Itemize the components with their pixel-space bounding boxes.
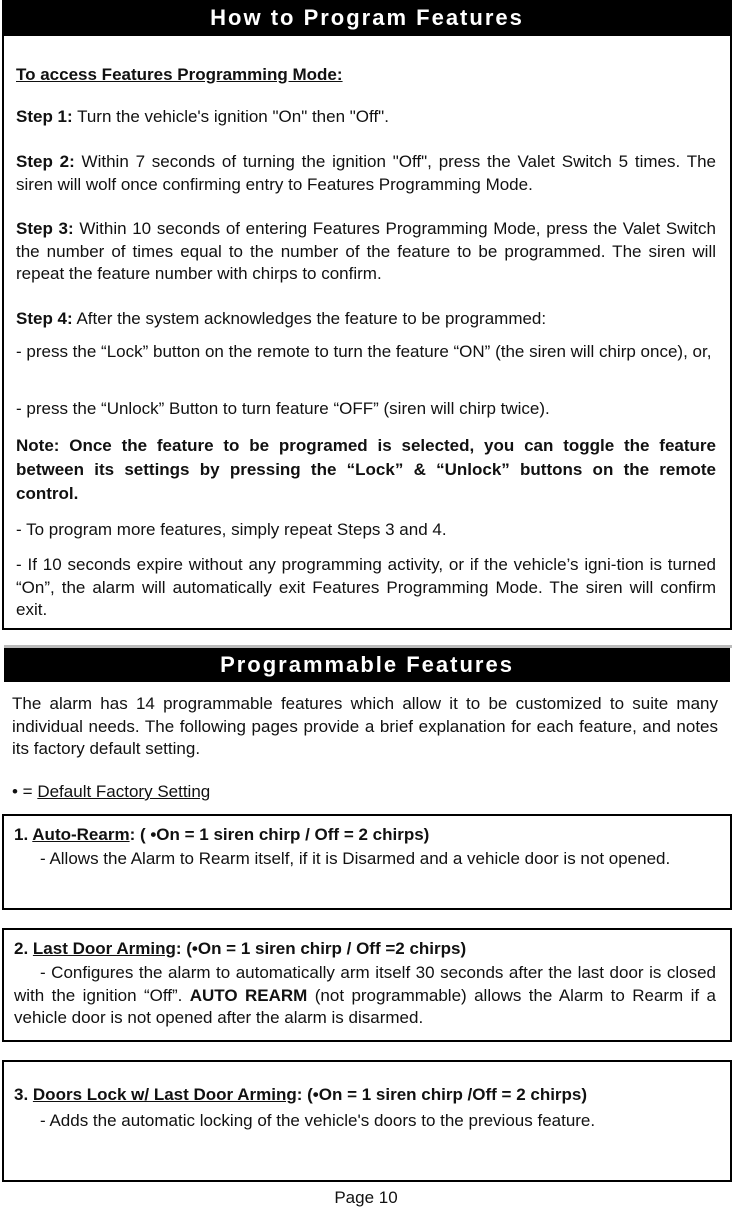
- feature-1-title: 1. Auto-Rearm: ( •On = 1 siren chirp / Off = 2 chirps): [14, 825, 430, 844]
- feature-2-box: [2, 928, 732, 1042]
- timeout-note: - If 10 seconds expire without any programming activity, or if the vehicle’s igni-tion is turned “On”, the alarm will automatically exit Features Programming Mode. The siren will confirm exit.: [16, 555, 716, 619]
- step-2: Step 2: Within 7 seconds of turning the ignition "Off", press the Valet Switch 5 times. The siren will wolf once confirming entry to Features Programming Mode.: [16, 152, 716, 194]
- repeat-steps: - To program more features, simply repeat Steps 3 and 4.: [16, 520, 447, 539]
- feature-2-title: 2. Last Door Arming: (•On = 1 siren chirp / Off =2 chirps): [14, 939, 467, 958]
- lock-instruction: - press the “Lock” button on the remote to turn the feature “ON” (the siren will chirp once), or,: [16, 342, 712, 361]
- feature-2-desc: - Configures the alarm to automatically arm itself 30 seconds after the last door is closed with the ignition “Off”. AUTO REARM (not programmable) allows the Alarm to Rearm if a vehicle door is not opened after the alarm is disarmed.: [14, 963, 716, 1027]
- section-header-programmable-features: [4, 648, 730, 682]
- feature-3-desc: - Adds the automatic locking of the vehicle's doors to the previous feature.: [40, 1111, 596, 1130]
- section-title: Programmable Features: [220, 652, 514, 677]
- section-title: How to Program Features: [210, 5, 524, 30]
- step-1: Step 1: Turn the vehicle's ignition "On" then "Off".: [16, 107, 389, 126]
- step-4: Step 4: After the system acknowledges the feature to be programmed:: [16, 309, 547, 328]
- features-intro: The alarm has 14 programmable features which allow it to be customized to suite many individual needs. The following pages provide a brief explanation for each feature, and notes its factory default setting.: [12, 694, 718, 758]
- feature-3-box: [2, 1060, 732, 1182]
- feature-1-box: [2, 814, 732, 910]
- default-legend: • = Default Factory Setting: [12, 782, 211, 801]
- step-3: Step 3: Within 10 seconds of entering Features Programming Mode, press the Valet Switch the number of times equal to the number of the feature to be programmed. The siren will repeat the feature number with chirps to confirm.: [16, 219, 716, 283]
- feature-1-desc: - Allows the Alarm to Rearm itself, if it is Disarmed and a vehicle door is not opened.: [40, 849, 671, 868]
- unlock-instruction: - press the “Unlock” Button to turn feature “OFF” (siren will chirp twice).: [16, 399, 550, 418]
- note: Note: Once the feature to be programed is selected, you can toggle the feature between its settings by pressing the “Lock” & “Unlock” buttons on the remote control.: [16, 436, 716, 503]
- access-heading: To access Features Programming Mode:: [16, 65, 343, 84]
- page-number: Page 10: [334, 1188, 398, 1207]
- feature-3-title: 3. Doors Lock w/ Last Door Arming: (•On = 1 siren chirp /Off = 2 chirps): [14, 1085, 588, 1104]
- programming-mode-box: [2, 0, 732, 630]
